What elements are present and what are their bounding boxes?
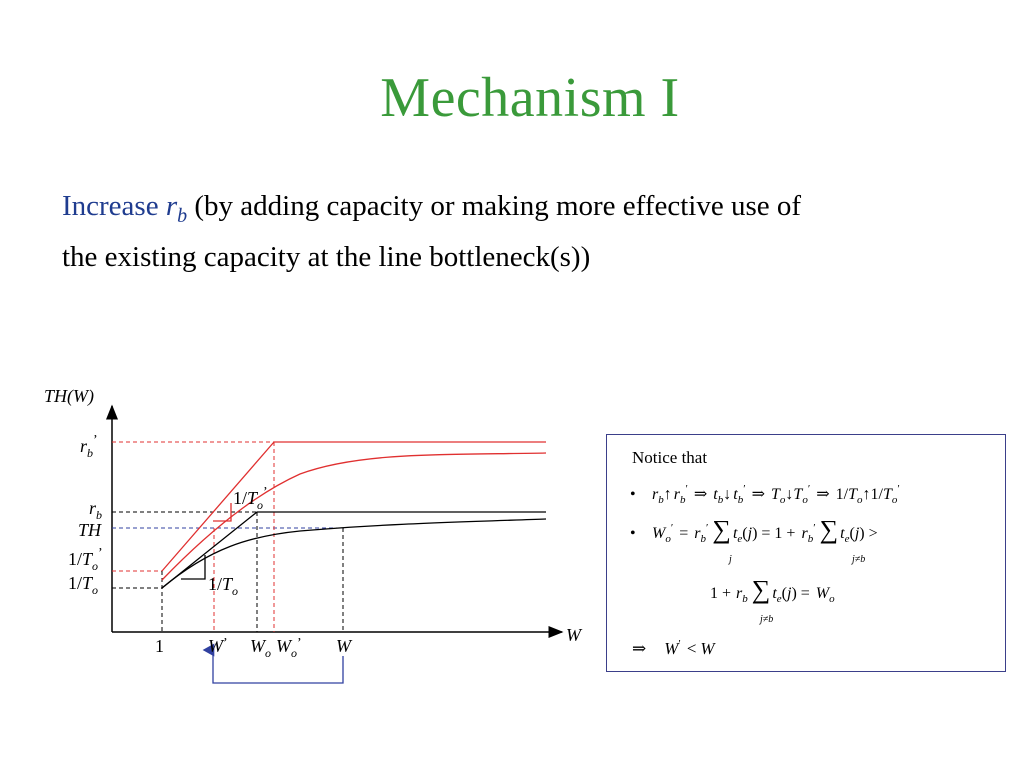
x-label-wo-prime: $W_o^’$ [276, 636, 302, 660]
intro-rest-line2: the existing capacity at the line bottleneck(s)) [62, 240, 591, 273]
y-label-th: TH [78, 520, 102, 540]
y-label-rb: $r_b$ [89, 498, 103, 522]
dashed-guides [112, 442, 546, 632]
slope-label-base: $1/T_o$ [208, 574, 239, 598]
bullet-1-dot: • [630, 486, 636, 503]
notice-box [606, 434, 1006, 672]
bullet-2-dot: • [630, 525, 636, 542]
y-label-inv-to-prime: $1/T_o^’$ [68, 546, 103, 573]
notice-line-4: ⇒ W′ < W [632, 638, 715, 658]
y-label-inv-to: $1/T_o$ [68, 573, 99, 597]
notice-line-3: $1 + r_b$ ∑ $t_e(j) = W_o$ [710, 575, 835, 605]
slope-label-prime: $1/T_o^’$ [233, 485, 268, 512]
sum-index-3: j≠b [760, 614, 774, 625]
y-label-rb-prime: $r_b^’$ [80, 433, 98, 460]
intro-rest-line1: (by adding capacity or making more effective use of [194, 190, 802, 222]
x-label-wo: $W_o$ [250, 636, 271, 660]
intro-symbol: r [165, 190, 178, 222]
slide-title: Mechanism I [380, 67, 680, 129]
sum-index-1: j [729, 554, 732, 565]
notice-line-2: $W_o' = r_b'$ ∑ $t_e(j) = 1 + r_b'$ ∑ $t_e(j)$ > [652, 515, 878, 545]
improved-curves [162, 442, 546, 580]
sum-index-2: j≠b [852, 554, 866, 565]
notice-heading: Notice that [632, 448, 708, 467]
x-label-w: W [336, 636, 351, 656]
x-label-one: 1 [155, 636, 164, 656]
y-axis-label: TH(W) [44, 386, 94, 406]
x-axis-label: W [566, 625, 581, 645]
intro-verb: Increase [62, 190, 159, 222]
x-label-w-prime: W’ [208, 636, 228, 656]
intro-subscript: b [177, 204, 188, 227]
notice-line-1: $r_b↑$ $r_b'$ ⇒ $t_b↓$ $t_b'$ ⇒ $T_o↓T_o'$ ⇒ $1/T_o↑1/T_o'$ [652, 483, 900, 506]
